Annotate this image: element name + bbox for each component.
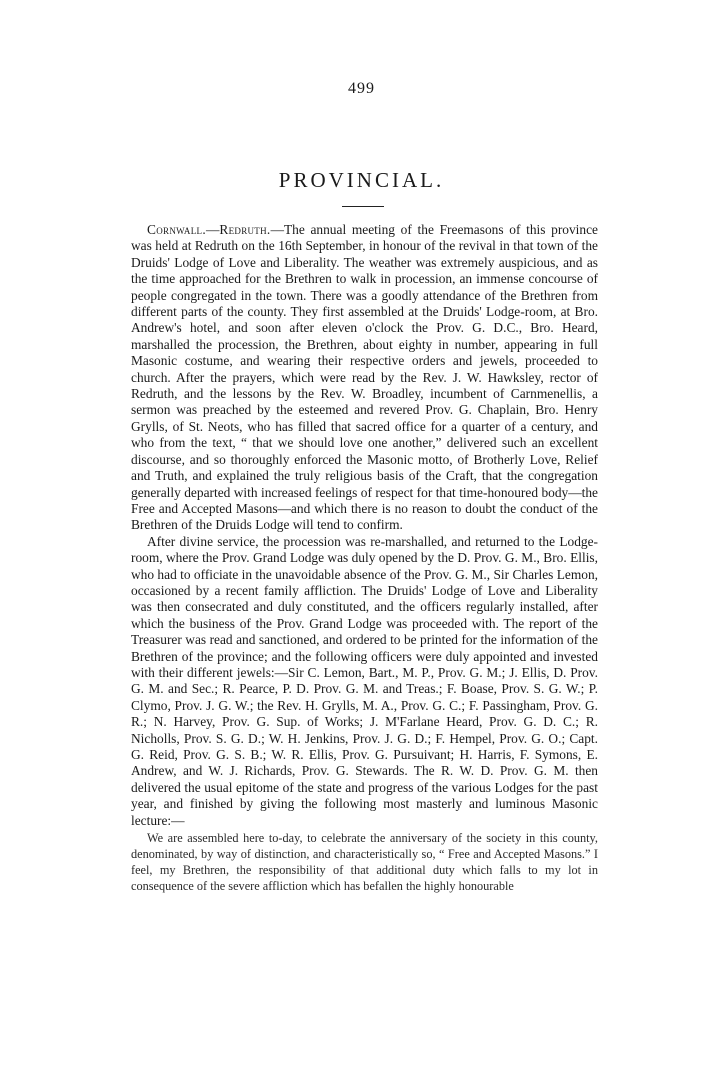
paragraph-1: Cornwall.—Redruth.—The annual meeting of the Freemasons of this province was held at Redruth on the 16th September, in honour of the revival in that town of the Druids' Lodge of Love and Liberality. The weather was extremely auspicious, and as the time approached for the Brethren to walk in procession, an immense concourse of people congregated in the town. There was a goodly attendance of the Brethren from different parts of the county. They first assembled at the Druids' Lodge-room, at Bro. Andrew's hotel, and soon after eleven o'clock the Prov. G. D.C., Bro. Heard, marshalled the procession, the Brethren, about eighty in number, appearing in full Masonic costume, and wearing their respective orders and jewels, proceeded to church. After the prayers, which were read by the Rev. J. W. Hawksley, rector of Redruth, and the lessons by the Rev. W. Broadley, incumbent of Carnmenellis, a sermon was preached by the esteemed and revered Prov. G. Chaplain, Bro. Henry Grylls, of St. Neots, who has filled that sacred office for a quarter of a century, and who from the text, “ that we should love one another,” delivered such an excellent discourse, and so thoroughly enforced the Masonic motto, of Brotherly Love, Relief and Truth, and explained the truly religious basis of the Craft, that the congregation generally departed with increased feelings of respect for that time-honoured body—the Free and Accepted Masons—and which there is no reason to doubt the conduct of the Brethren of the Druids Lodge will tend to confirm. [131,222,598,533]
location-county: Cornwall. [147,222,206,237]
page-number: 499 [348,80,375,97]
paragraph-1-text: —The annual meeting of the Freemasons of this province was held at Redruth on the 16th September, in honour of the revival in that town of the Druids' Lodge of Love and Liberality. The weather was extremely auspicious, and as the time approached for the Brethren to walk in procession, an immense concourse of people congregated in the town. There was a goodly attendance of the Brethren from different parts of the county. They first assembled at the Druids' Lodge-room, at Bro. Andrew's hotel, and soon after eleven o'clock the Prov. G. D.C., Bro. Heard, marshalled the procession, the Brethren, about eighty in number, appearing in full Masonic costume, and wearing their respective orders and jewels, proceeded to church. After the prayers, which were read by the Rev. J. W. Hawksley, rector of Redruth, and the lessons by the Rev. W. Broadley, incumbent of Carnmenellis, a sermon was preached by the esteemed and revered Prov. G. Chaplain, Bro. Henry Grylls, of St. Neots, who has filled that sacred office for a quarter of a century, and who from the text, “ that we should love one another,” delivered such an excellent discourse, and so thoroughly enforced the Masonic motto, of Brotherly Love, Relief and Truth, and explained the truly religious basis of the Craft, that the congregation generally departed with increased feelings of respect for that time-honoured body—the Free and Accepted Masons—and which there is no reason to doubt the conduct of the Brethren of the Druids Lodge will tend to confirm. [131,222,598,533]
title-divider [342,206,384,207]
location-town: Redruth. [219,222,271,237]
article-body [131,222,598,906]
paragraph-2: After divine service, the procession was re-marshalled, and returned to the Lodge-room, where the Prov. Grand Lodge was duly opened by the D. Prov. G. M., Bro. Ellis, who had to officiate in the unavoidable absence of the Prov. G. M., Sir Charles Lemon, occasioned by a recent family affliction. The Druids' Lodge of Love and Liberality was then consecrated and duly constituted, and the officers regularly installed, after which the business of the Prov. Grand Lodge was proceeded with. The report of the Treasurer was read and sanctioned, and ordered to be printed for the information of the Brethren of the province; and the following officers were duly appointed and invested with their different jewels:—Sir C. Lemon, Bart., M. P., Prov. G. M.; J. Ellis, D. Prov. G. M. and Sec.; R. Pearce, P. D. Prov. G. M. and Treas.; F. Boase, Prov. S. G. W.; P. Clymo, Prov. J. G. W.; the Rev. H. Grylls, M. A., Prov. G. C.; F. Passingham, Prov. G. R.; N. Harvey, Prov. G. Sup. of Works; J. M'Farlane Heard, Prov. G. D. C.; R. Nicholls, Prov. S. G. D.; W. H. Jenkins, Prov. J. G. D.; F. Hempel, Prov. G. O.; Capt. G. Reid, Prov. G. S. B.; W. R. Ellis, Prov. G. Pursuivant; H. Harris, F. Symons, E. Andrew, and W. J. Richards, Prov. G. Stewards. The R. W. D. Prov. G. M. then delivered the usual epitome of the state and progress of the various Lodges for the past year, and finished by giving the following most masterly and luminous Masonic lecture:— [131,533,598,828]
section-title: PROVINCIAL. [278,168,445,192]
lecture-paragraph: We are assembled here to-day, to celebrate the anniversary of the society in this county, denominated, by way of distinction, and characteristically so, “ Free and Accepted Masons.” I feel, my Brethren, the responsibility of that additional duty which falls to my lot in consequence of the severe affliction which has befallen the highly honourable [131,831,598,894]
